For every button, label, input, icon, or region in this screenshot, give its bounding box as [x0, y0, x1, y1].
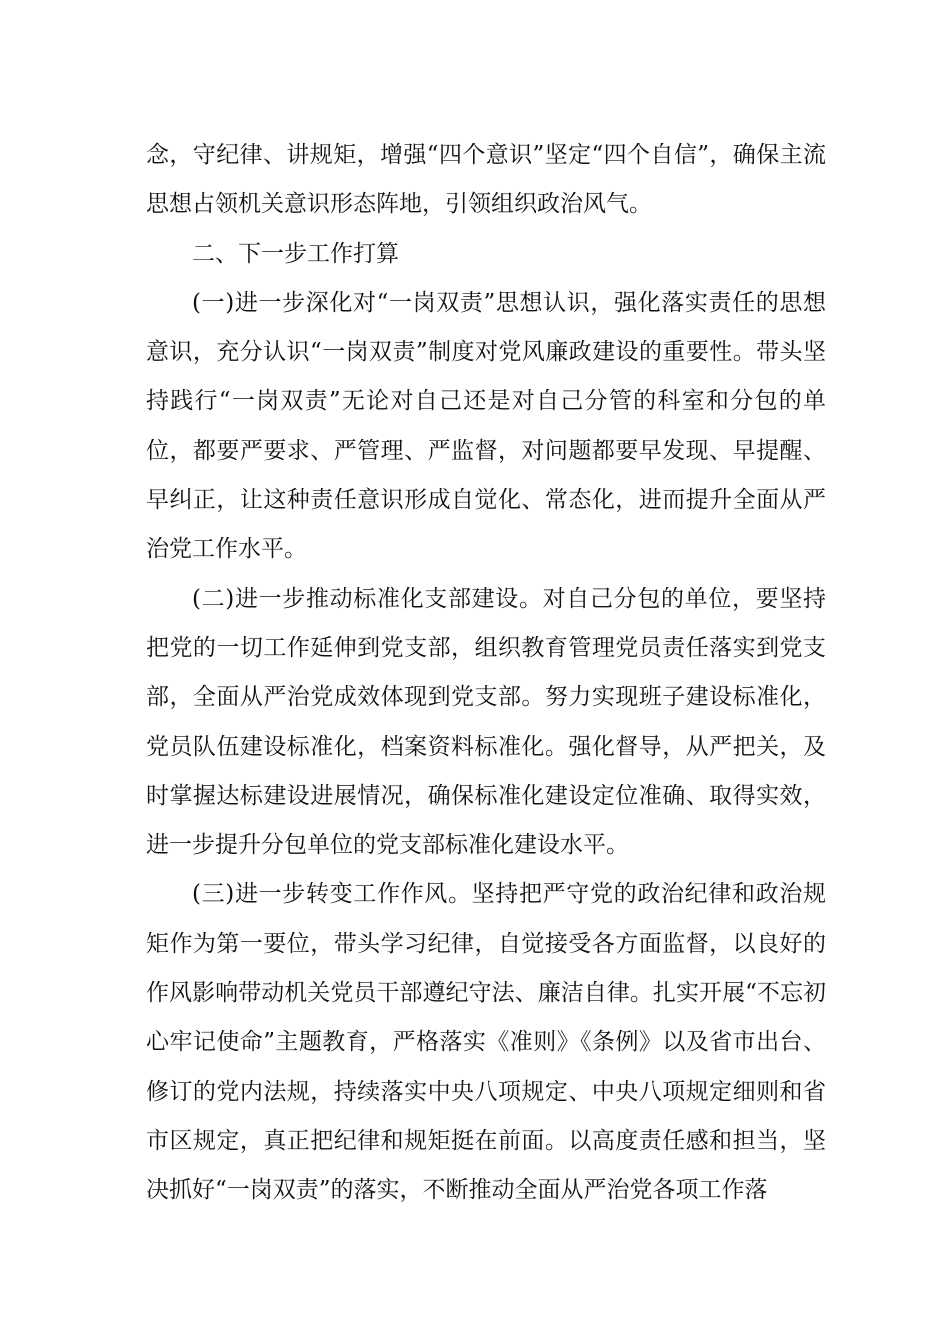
document-body — [146, 131, 826, 1216]
paragraph-continuation: 念，守纪律、讲规矩，增强“四个意识”坚定“四个自信”，确保主流思想占领机关意识形态阵地，引领组织政治风气。 — [146, 142, 826, 218]
paragraph-item-2: (二)进一步推动标准化支部建设。对自己分包的单位，要坚持把党的一切工作延伸到党支部，组织教育管理党员责任落实到党支部，全面从严治党成效体现到党支部。努力实现班子建设标准化，党员队伍建设标准化，档案资料标准化。强化督导，从严把关，及时掌握达标建设进展情况，确保标准化建设定位准确、取得实效，进一步提升分包单位的党支部标准化建设水平。 — [146, 585, 826, 859]
paragraph-item-1: (一)进一步深化对“一岗双责”思想认识，强化落实责任的思想意识，充分认识“一岗双责”制度对党风廉政建设的重要性。带头坚持践行“一岗双责”无论对自己还是对自己分管的科室和分包的单位，都要严要求、严管理、严监督，对问题都要早发现、早提醒、早纠正，让这种责任意识形成自觉化、常态化，进而提升全面从严治党工作水平。 — [146, 289, 826, 563]
paragraph-item-3: (三)进一步转变工作作风。坚持把严守党的政治纪律和政治规矩作为第一要位，带头学习纪律，自觉接受各方面监督，以良好的作风影响带动机关党员干部遵纪守法、廉洁自律。扎实开展“不忘初心牢记使命”主题教育，严格落实《准则》《条例》以及省市出台、修订的党内法规，持续落实中央八项规定、中央八项规定细则和省市区规定，真正把纪律和规矩挺在前面。以高度责任感和担当，坚决抓好“一岗双责”的落实，不断推动全面从严治党各项工作落 — [146, 881, 826, 1204]
section-heading: 二、下一步工作打算 — [192, 240, 399, 267]
